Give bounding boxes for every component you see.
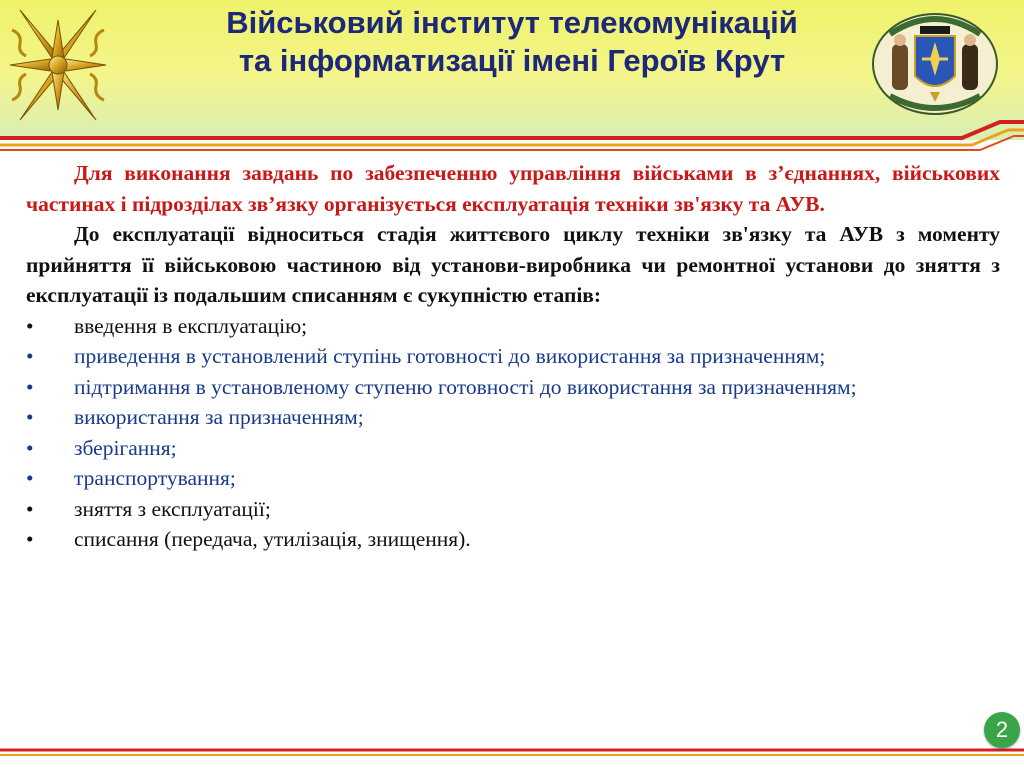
stage-item — [26, 494, 1000, 525]
stage-text: зберігання; — [74, 435, 177, 460]
stage-item — [26, 463, 1000, 494]
institute-coat-of-arms-icon — [870, 4, 1000, 116]
slide-body — [26, 158, 1000, 555]
header-divider-stripes — [0, 112, 1024, 152]
bullet-marker: • — [26, 435, 34, 460]
stage-text: підтримання в установленому ступеню готовності до використання за призначенням; — [74, 374, 857, 399]
stage-text: списання (передача, утилізація, знищення). — [74, 527, 471, 551]
stage-text: приведення в установлений ступінь готовності до використання за призначенням; — [74, 344, 826, 368]
bullet-marker: • — [26, 496, 34, 521]
stage-text: введення в експлуатацію; — [74, 313, 308, 338]
page-number-badge: 2 — [984, 712, 1020, 748]
bullet-marker: • — [26, 344, 34, 368]
bullet-marker: • — [26, 527, 34, 551]
intro-paragraph: Для виконання завдань по забезпеченню управління військами в з’єднаннях, військових частинах і підрозділах зв’язку організується експлуатація техніки зв'язку та АУВ. — [26, 161, 1000, 216]
definition-paragraph: До експлуатації відноситься стадія життєвого циклу техніки зв'язку та АУВ з моменту прийняття її військовою частиною від установи-виробника чи ремонтної установи до зняття з експлуатації із подальшим списанням є сукупністю етапів: — [26, 222, 1000, 307]
signal-corps-emblem-icon — [2, 2, 114, 128]
title-line-2: та інформатизації імені Героїв Крут — [238, 43, 786, 78]
stage-item — [26, 311, 1000, 342]
footer-divider-stripes — [0, 742, 1024, 767]
bullet-marker: • — [26, 374, 34, 399]
title-line-1: Військовий інститут телекомунікацій — [226, 5, 798, 40]
stage-item — [26, 524, 1000, 555]
slide-title — [140, 4, 884, 80]
bullet-marker: • — [26, 466, 34, 490]
stage-text: зняття з експлуатації; — [74, 496, 271, 521]
stage-text: транспортування; — [74, 466, 236, 490]
bullet-marker: • — [26, 313, 34, 338]
stage-text: використання за призначенням; — [74, 405, 364, 429]
stage-item — [26, 402, 1000, 433]
stage-item — [26, 433, 1000, 464]
stage-item — [26, 341, 1000, 372]
stage-item — [26, 372, 1000, 403]
bullet-marker: • — [26, 405, 34, 429]
